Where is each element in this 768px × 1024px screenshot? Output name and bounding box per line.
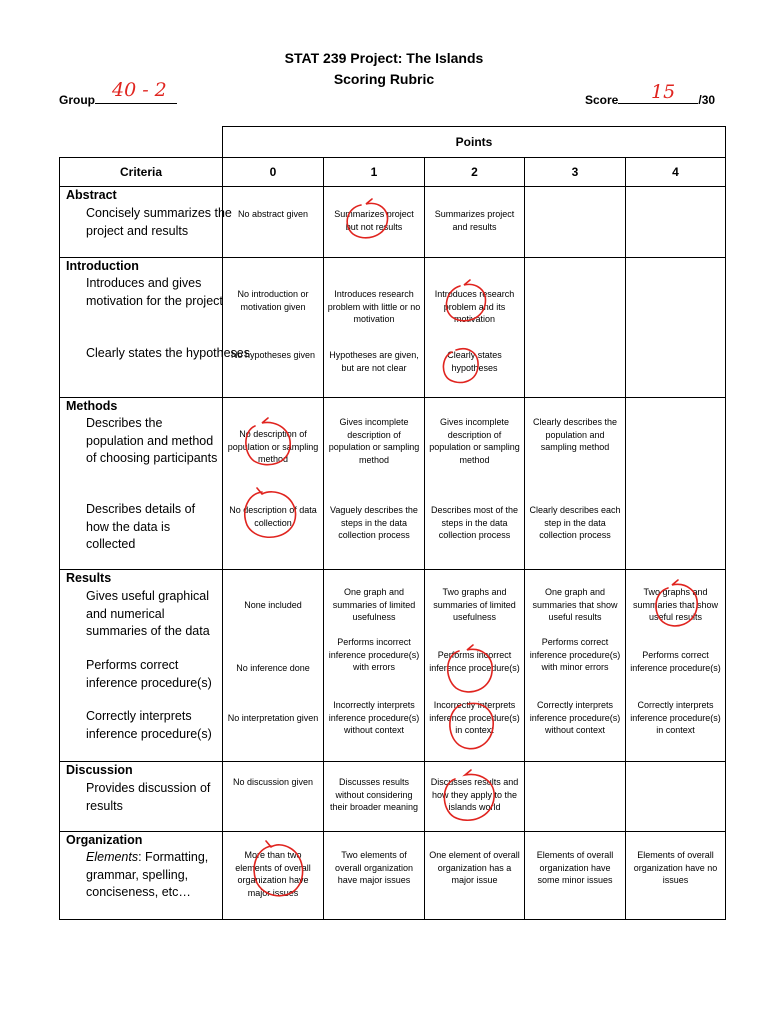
descriptor: Discusses results without considering their broader meaning	[329, 777, 419, 812]
descriptor: Clearly describes the population and sampling method	[532, 417, 618, 452]
descriptor: No discussion given	[232, 777, 314, 787]
descriptor: One element of overall organization has a major issue	[429, 850, 520, 885]
cell-abstract-1	[324, 187, 425, 258]
descriptor: Clearly states hypotheses	[447, 350, 502, 373]
cell-results-0	[223, 570, 324, 762]
descriptor: Performs incorrect inference procedure(s)	[429, 650, 520, 673]
cell-methods-4	[626, 398, 726, 570]
criterion-text: Clearly states the hypotheses	[86, 346, 250, 360]
cell-methods-1	[324, 398, 425, 570]
criteria-organization	[60, 832, 223, 920]
criterion-text: Correctly interprets inference procedure(s)	[86, 709, 212, 741]
descriptor: More than two elements of overall organization have major issues	[235, 850, 311, 898]
section-title: Abstract	[66, 188, 117, 202]
descriptor: Two graphs and summaries that show useful results	[632, 587, 719, 622]
criteria-discussion	[60, 762, 223, 832]
criteria-methods	[60, 398, 223, 570]
criterion-text: Gives useful graphical and numerical summaries of the data	[86, 589, 210, 638]
criteria-header: Criteria	[60, 158, 223, 187]
cell-discussion-3	[525, 762, 626, 832]
descriptor: Performs incorrect inference procedure(s) with errors	[328, 637, 420, 672]
criterion-text: Concisely summarizes the project and results	[86, 206, 232, 238]
descriptor: Correctly interprets inference procedure(s) without context	[529, 700, 621, 735]
criterion-text	[86, 849, 226, 902]
cell-organization-1	[324, 832, 425, 920]
criterion-rest: : Formatting, grammar, spelling, conciseness, etc…	[86, 850, 209, 899]
cell-introduction-0	[223, 258, 324, 398]
descriptor: One graph and summaries that show useful results	[532, 587, 618, 622]
descriptor: None included	[244, 600, 302, 610]
cell-results-3	[525, 570, 626, 762]
cell-introduction-3	[525, 258, 626, 398]
criteria-introduction	[60, 258, 250, 398]
row-organization	[60, 832, 726, 920]
cell-results-2	[425, 570, 525, 762]
criterion-text: Describes the population and method of choosing participants	[86, 416, 218, 465]
points-header: Points	[223, 127, 726, 158]
points-4-header: 4	[626, 158, 726, 187]
rubric-table	[59, 126, 726, 920]
descriptor: Elements of overall organization have no issues	[633, 850, 718, 885]
criterion-text: Performs correct inference procedure(s)	[86, 658, 212, 690]
descriptor: Hypotheses are given, but are not clear	[329, 350, 419, 373]
cell-discussion-2	[425, 762, 525, 832]
cell-discussion-4	[626, 762, 726, 832]
cell-discussion-1	[324, 762, 425, 832]
points-3-header: 3	[525, 158, 626, 187]
descriptor: Discusses results and how they apply to the islands world	[430, 777, 519, 812]
row-abstract	[60, 187, 726, 258]
document-subtitle: Scoring Rubric	[333, 71, 435, 87]
score-handwritten-value: 15	[651, 81, 676, 103]
section-title: Introduction	[66, 259, 139, 273]
descriptor: Two graphs and summaries of limited usefulness	[433, 587, 516, 622]
descriptor: No abstract given	[237, 209, 309, 219]
criterion-text: Introduces and gives motivation for the project	[86, 276, 223, 308]
cell-introduction-1	[324, 258, 425, 398]
cell-abstract-2	[425, 187, 525, 258]
points-2-header: 2	[425, 158, 525, 187]
criterion-text: Describes details of how the data is collected	[86, 502, 196, 551]
score-label: Score	[585, 93, 619, 107]
descriptor: Correctly interprets inference procedure(s) in context	[630, 700, 721, 735]
cell-introduction-2	[425, 258, 525, 398]
cell-abstract-0	[223, 187, 324, 258]
descriptor: Performs correct inference procedure(s) with minor errors	[529, 637, 621, 672]
section-title: Results	[66, 571, 112, 585]
descriptor: Gives incomplete description of population or sampling method	[429, 417, 520, 465]
cell-methods-2	[425, 398, 525, 570]
section-title: Discussion	[66, 763, 133, 777]
descriptor: Describes most of the steps in the data collection process	[430, 505, 519, 540]
cell-results-1	[324, 570, 425, 762]
cell-abstract-4	[626, 187, 726, 258]
descriptor: Vaguely describes the steps in the data collection process	[330, 505, 418, 540]
document-title: STAT 239 Project: The Islands	[284, 50, 484, 66]
descriptor: Incorrectly interprets inference procedure(s) without context	[328, 700, 420, 735]
descriptor: Incorrectly interprets inference procedure(s) in context	[429, 700, 520, 735]
criteria-abstract	[60, 187, 232, 258]
row-methods	[60, 398, 726, 570]
row-introduction	[60, 258, 726, 398]
descriptor: Summarizes project and results	[434, 209, 515, 232]
descriptor: Summarizes project but not results	[334, 209, 414, 232]
cell-organization-2	[425, 832, 525, 920]
section-title: Methods	[66, 399, 118, 413]
descriptor: No introduction or motivation given	[237, 289, 309, 312]
cell-abstract-3	[525, 187, 626, 258]
group-handwritten-value: 40 - 2	[112, 79, 167, 101]
points-0-header: 0	[223, 158, 324, 187]
descriptor: Introduces research problem with little or no motivation	[327, 289, 421, 324]
descriptor: Clearly describes each step in the data collection process	[529, 505, 621, 540]
section-title: Organization	[66, 833, 143, 847]
cell-organization-4	[626, 832, 726, 920]
cell-methods-3	[525, 398, 626, 570]
points-1-header: 1	[324, 158, 425, 187]
criterion-emphasis: Elements	[86, 850, 139, 864]
descriptor: Introduces research problem and its motivation	[434, 289, 515, 324]
descriptor: No interpretation given	[227, 713, 319, 723]
cell-organization-3	[525, 832, 626, 920]
descriptor: No description of population or sampling method	[227, 429, 319, 464]
descriptor: Gives incomplete description of population or sampling method	[328, 417, 420, 465]
descriptor: No description of data collection	[229, 505, 317, 528]
corner-empty	[60, 127, 223, 158]
row-results	[60, 570, 726, 762]
descriptor: Two elements of overall organization have major issues	[334, 850, 414, 885]
score-total: /30	[698, 93, 716, 107]
cell-discussion-0	[223, 762, 324, 832]
group-label: Group	[59, 93, 95, 107]
descriptor: No hypotheses given	[230, 350, 316, 360]
descriptor: No inference done	[236, 663, 310, 673]
cell-organization-0	[223, 832, 324, 920]
criteria-results	[60, 570, 223, 762]
descriptor: Performs correct inference procedure(s)	[630, 650, 721, 673]
criterion-text: Provides discussion of results	[86, 781, 211, 813]
row-discussion	[60, 762, 726, 832]
descriptor: One graph and summaries of limited usefulness	[332, 587, 416, 622]
cell-results-4	[626, 570, 726, 762]
descriptor: Elements of overall organization have some minor issues	[536, 850, 614, 885]
cell-methods-0	[223, 398, 324, 570]
cell-introduction-4	[626, 258, 726, 398]
